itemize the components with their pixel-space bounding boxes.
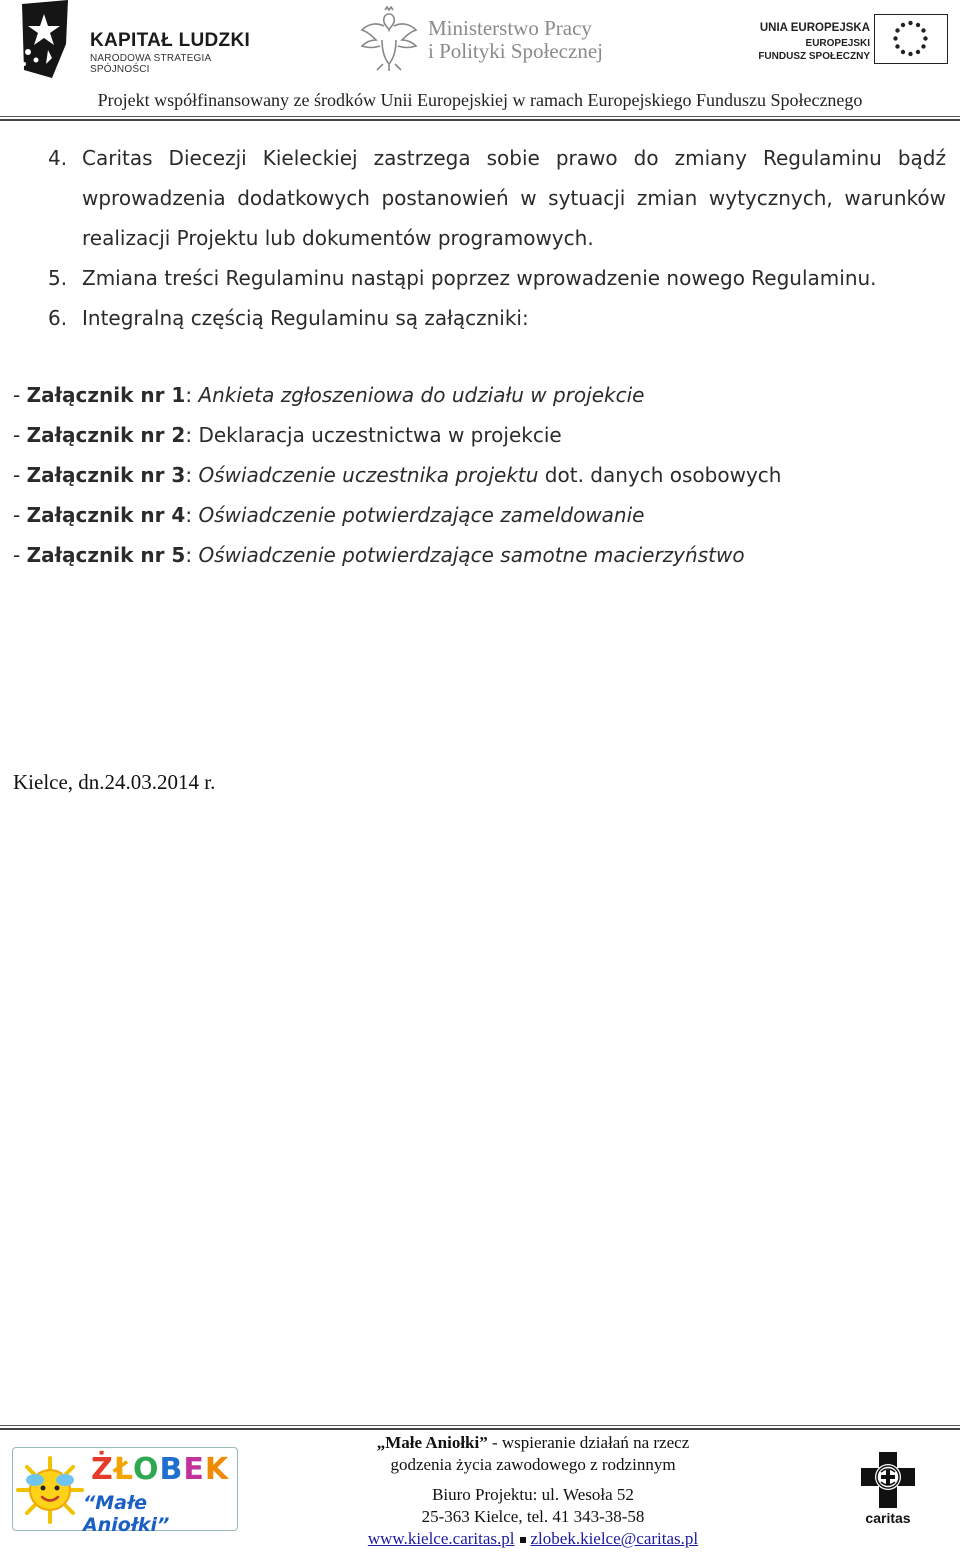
caritas-cross-icon xyxy=(855,1450,921,1510)
point-4 xyxy=(48,138,948,258)
header-divider xyxy=(0,116,960,117)
list-dash: - xyxy=(13,423,27,447)
kapital-ludzki-title: KAPITAŁ LUDZKI xyxy=(90,30,251,51)
kapital-ludzki-logo xyxy=(14,0,264,80)
attachment-item xyxy=(13,535,745,575)
ministry-logo xyxy=(358,6,628,76)
attachment-title: Oświadczenie potwierdzające samotne macierzyństwo xyxy=(198,543,745,567)
cofinancing-caption: Projekt współfinansowany ze środków Unii Europejskiej w ramach Europejskiego Funduszu Społecznego xyxy=(97,90,863,110)
zlobek-title xyxy=(91,1452,229,1487)
sun-mascot-icon xyxy=(15,1450,85,1530)
page-header xyxy=(0,0,960,122)
zlobek-letter: K xyxy=(204,1452,230,1487)
attachment-sep: : xyxy=(185,503,199,527)
attachment-item xyxy=(13,415,562,455)
project-line xyxy=(318,1432,748,1454)
point-text: Zmiana treści Regulaminu nastąpi poprzez wprowadzenie nowego Regulaminu. xyxy=(82,266,877,290)
zlobek-letter: E xyxy=(183,1452,205,1487)
kapital-ludzki-subtitle: NARODOWA STRATEGIA SPÓJNOŚCI xyxy=(90,53,211,75)
header-divider-thick xyxy=(0,119,960,121)
zlobek-letter: B xyxy=(159,1452,184,1487)
attachment-sep: : xyxy=(185,383,199,407)
attachment-sep: : xyxy=(185,463,199,487)
zlobek-logo xyxy=(12,1447,238,1536)
attachment-title: Oświadczenie potwierdzające zameldowanie xyxy=(198,503,645,527)
zlobek-letter: Ż xyxy=(91,1452,114,1487)
point-5 xyxy=(48,258,948,298)
eu-fund-logo xyxy=(760,12,952,68)
attachment-label: Załącznik nr 2 xyxy=(26,423,186,447)
attachment-item xyxy=(13,495,644,535)
footer-contact xyxy=(318,1432,748,1550)
bullet-separator xyxy=(520,1537,526,1543)
zlobek-letter: O xyxy=(132,1452,160,1487)
attachment-sep: : xyxy=(185,423,199,447)
project-desc: - wspieranie działań na rzecz xyxy=(487,1433,690,1452)
list-dash: - xyxy=(13,543,27,567)
footer-links xyxy=(318,1528,748,1550)
list-dash: - xyxy=(13,463,27,487)
point-number: 4. xyxy=(48,146,68,170)
zlobek-letter: Ł xyxy=(113,1452,133,1487)
point-6 xyxy=(48,298,948,338)
document-date: Kielce, dn.24.03.2014 r. xyxy=(13,770,216,794)
kapital-ludzki-emblem-icon xyxy=(14,0,84,80)
attachment-sep: : xyxy=(185,543,199,567)
project-desc-line2: godzenia życia zawodowego z rodzinnym xyxy=(390,1455,676,1474)
eu-label: UNIA EUROPEJSKA xyxy=(759,22,870,34)
attachment-title: Oświadczenie uczestnika projektu xyxy=(198,463,539,487)
attachment-title: Deklaracja uczestnictwa w projekcie xyxy=(198,423,562,447)
eu-flag-icon xyxy=(874,14,948,64)
email-link[interactable]: zlobek.kielce@caritas.pl xyxy=(530,1529,699,1548)
ministry-name-line2: i Polityki Społecznej xyxy=(428,39,603,63)
attachment-item xyxy=(13,375,644,415)
attachment-title: Ankieta zgłoszeniowa do udziału w projekcie xyxy=(198,383,645,407)
project-address: 25-363 Kielce, tel. 41 343-38-58 xyxy=(421,1507,645,1526)
point-text: Integralną częścią Regulaminu są załączniki: xyxy=(82,306,529,330)
project-office: Biuro Projektu: ul. Wesoła 52 xyxy=(432,1485,634,1504)
attachment-extra: dot. danych osobowych xyxy=(538,463,782,487)
point-number: 5. xyxy=(48,266,68,290)
attachment-item xyxy=(13,455,781,495)
zlobek-subtitle: “Małe Aniołki” xyxy=(83,1492,170,1536)
attachment-label: Załącznik nr 5 xyxy=(26,543,186,567)
project-name: „Małe Aniołki” xyxy=(376,1433,488,1452)
footer-divider-thick xyxy=(0,1428,960,1430)
attachment-label: Załącznik nr 3 xyxy=(26,463,186,487)
eu-fund-label2: FUNDUSZ SPOŁECZNY xyxy=(758,51,870,62)
polish-eagle-icon xyxy=(358,6,420,72)
eu-fund-label1: EUROPEJSKI xyxy=(805,38,870,49)
point-number: 6. xyxy=(48,306,68,330)
attachment-label: Załącznik nr 1 xyxy=(26,383,186,407)
caritas-logo xyxy=(855,1450,921,1528)
website-link[interactable]: www.kielce.caritas.pl xyxy=(367,1529,515,1548)
point-text: Caritas Diecezji Kieleckiej zastrzega sobie prawo do zmiany Regulaminu bądź wprowadzenia dodatkowych postanowień w sytuacji zmian wytycznych, warunków realizacji Projektu lub dokumentów programowych. xyxy=(82,146,946,250)
list-dash: - xyxy=(13,503,27,527)
attachment-label: Załącznik nr 4 xyxy=(26,503,186,527)
list-dash: - xyxy=(13,383,27,407)
ministry-name-line1: Ministerstwo Pracy xyxy=(428,16,592,40)
footer-divider xyxy=(0,1425,960,1426)
caritas-label: caritas xyxy=(865,1510,911,1526)
